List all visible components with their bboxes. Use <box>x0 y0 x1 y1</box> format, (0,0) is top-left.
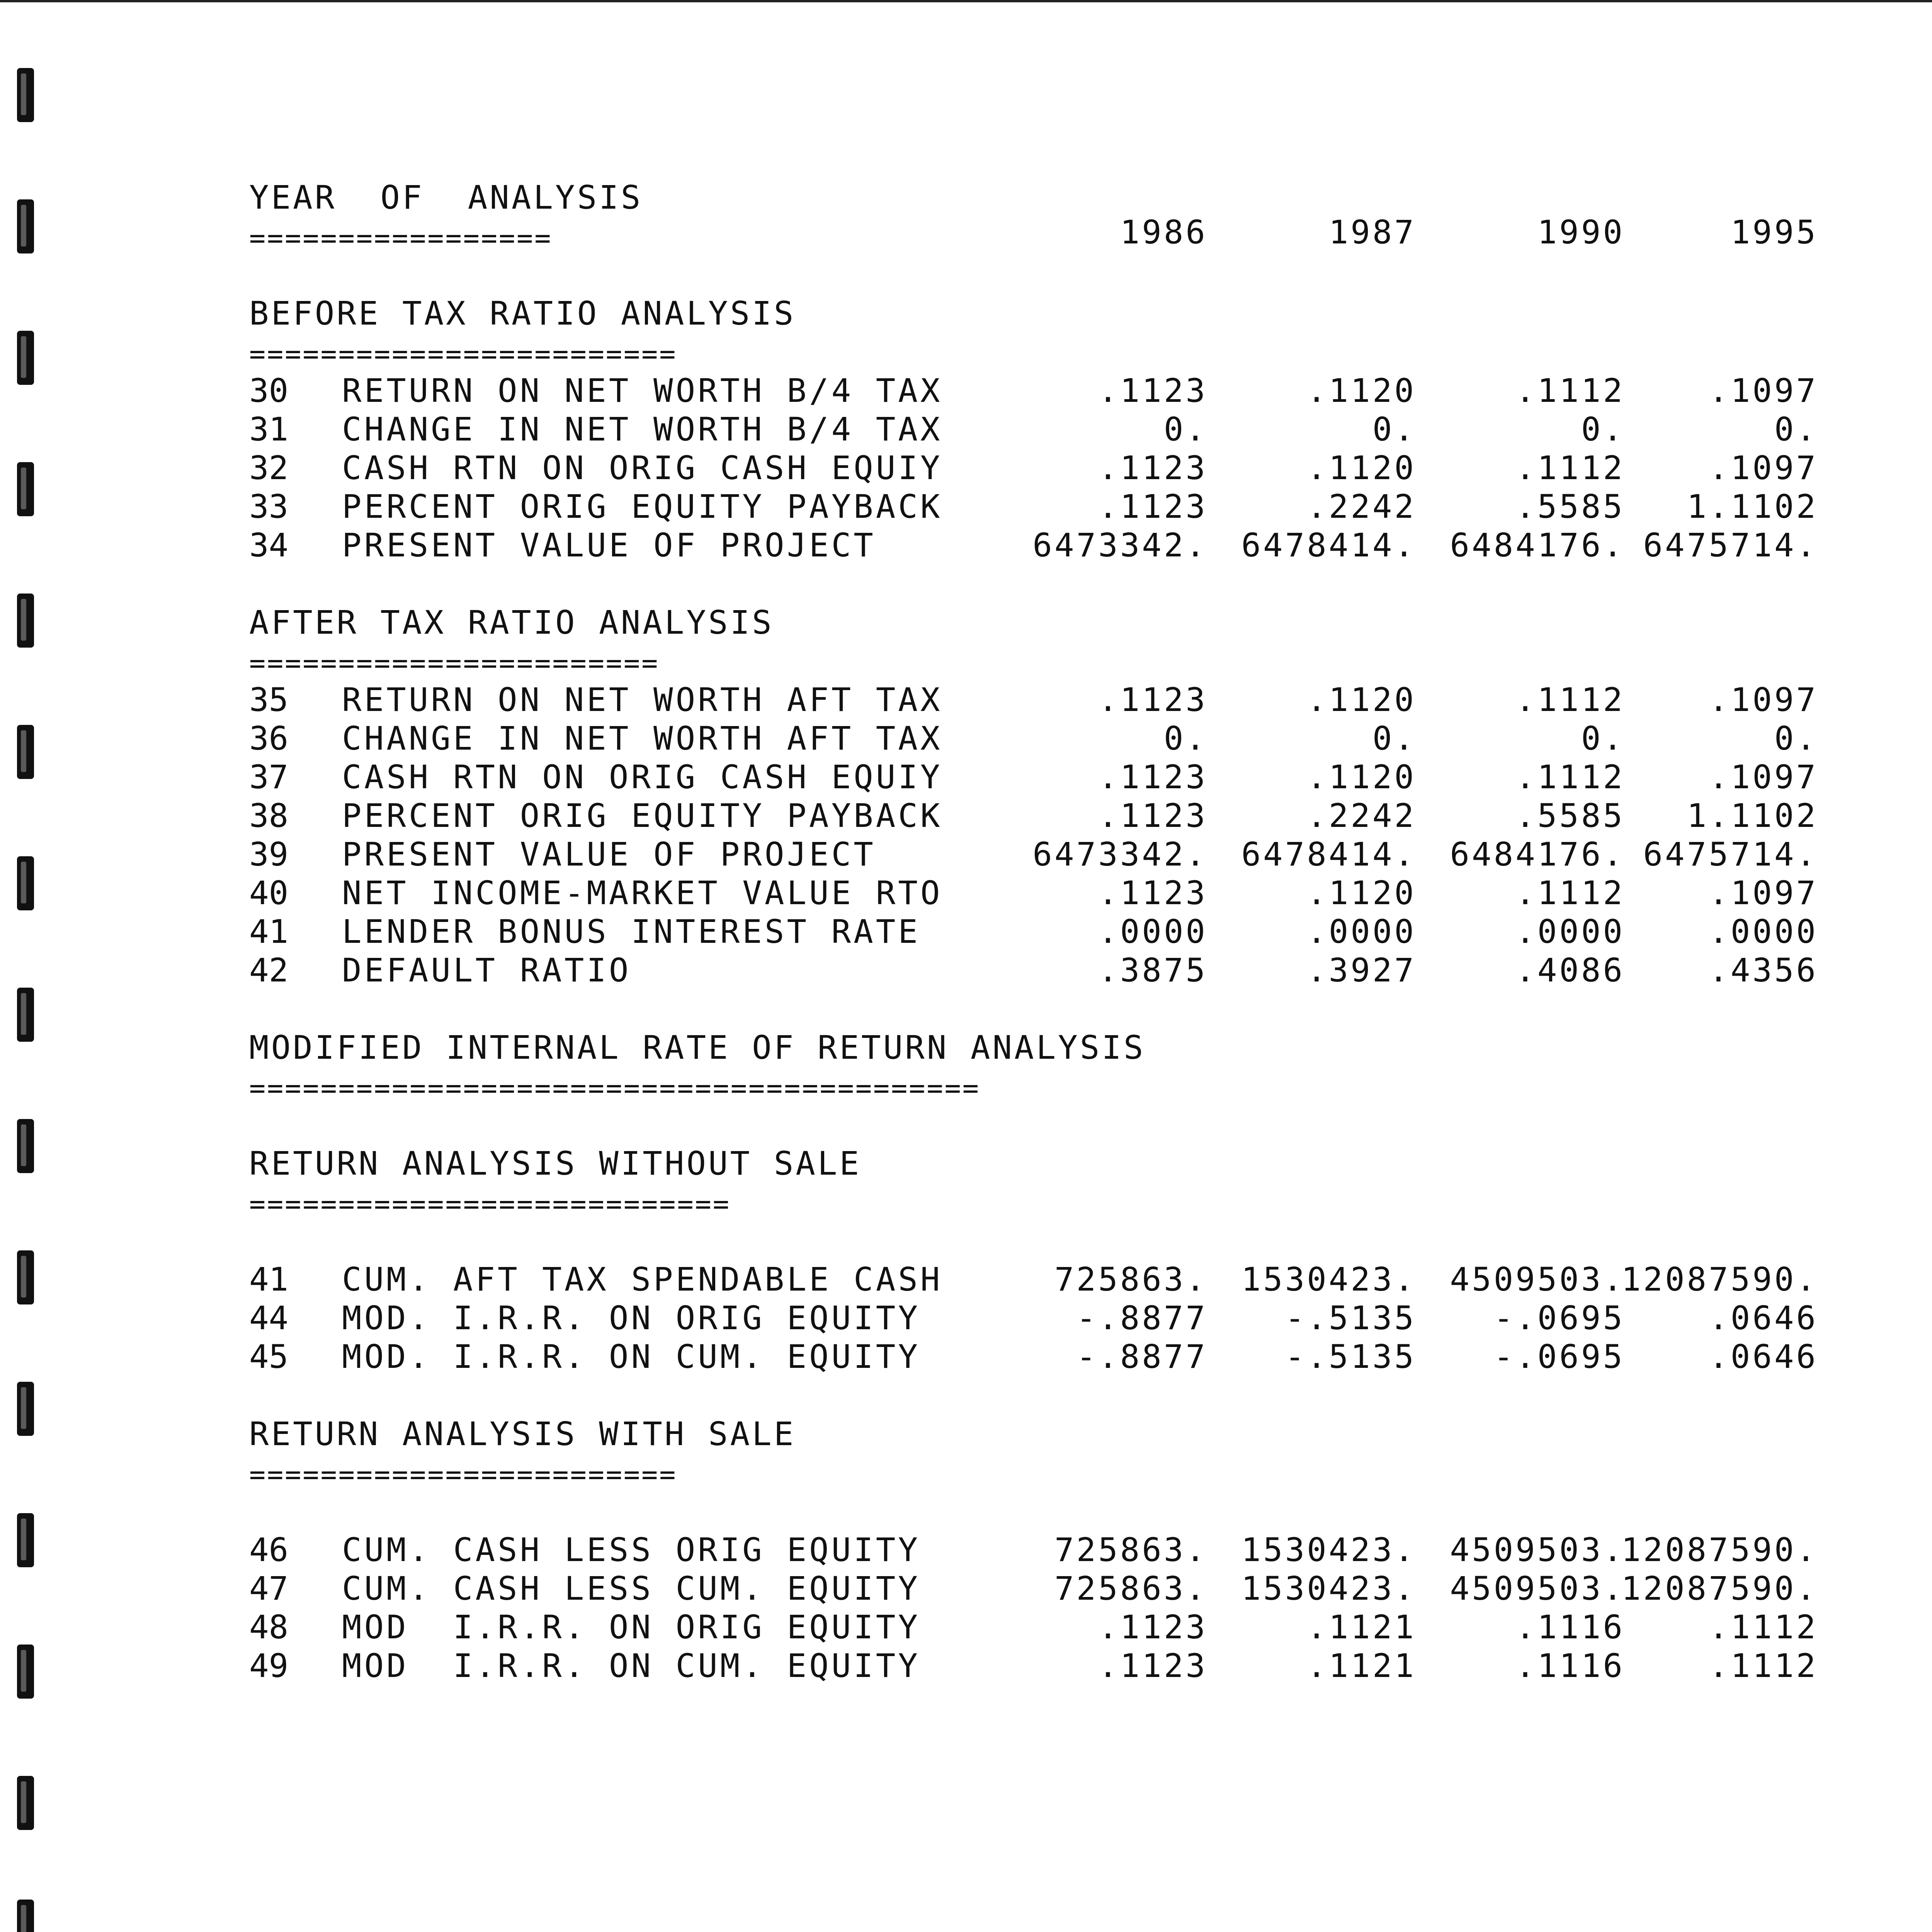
binder-hole <box>17 1513 34 1567</box>
section-title: BEFORE TAX RATIO ANALYSIS <box>249 294 796 332</box>
value-1986: -.8877 <box>1076 1338 1208 1376</box>
binder-hole <box>17 988 34 1042</box>
value-1990: -.0695 <box>1493 1338 1625 1376</box>
value-1986: 6473342. <box>1032 526 1208 564</box>
value-1987: .3927 <box>1307 951 1416 989</box>
value-1986: .1123 <box>1098 1647 1208 1685</box>
row-label: DEFAULT RATIO <box>342 951 631 989</box>
section-title: RETURN ANALYSIS WITHOUT SALE <box>249 1145 862 1182</box>
value-1995: .1097 <box>1709 449 1818 487</box>
row-number: 47 <box>249 1570 289 1607</box>
binder-hole <box>17 1900 34 1932</box>
value-1995: .1097 <box>1709 758 1818 796</box>
table-row <box>249 526 1818 565</box>
table-row <box>249 719 1818 758</box>
value-1995: .4356 <box>1709 951 1818 989</box>
value-1987: .1120 <box>1307 681 1416 719</box>
value-1987: .1120 <box>1307 758 1416 796</box>
row-number: 33 <box>249 488 289 526</box>
row-number: 34 <box>249 526 289 564</box>
value-1990: .0000 <box>1515 913 1625 951</box>
row-label: CUM. CASH LESS CUM. EQUITY <box>342 1570 920 1607</box>
row-number: 42 <box>249 951 289 989</box>
value-1987: .2242 <box>1307 488 1416 526</box>
section-underline: ========================================= <box>249 1075 980 1102</box>
value-1986: 725863. <box>1054 1570 1208 1607</box>
value-1990: .1112 <box>1515 874 1625 912</box>
table-row <box>249 1608 1818 1646</box>
table-row <box>249 796 1818 835</box>
value-1995: 0. <box>1774 410 1818 448</box>
table-row <box>249 1569 1818 1608</box>
row-label: LENDER BONUS INTEREST RATE <box>342 913 920 951</box>
value-1987: .1120 <box>1307 449 1416 487</box>
binder-hole <box>17 1250 34 1304</box>
table-row <box>249 1299 1818 1337</box>
value-1986: .1123 <box>1098 797 1208 835</box>
value-1986: .1123 <box>1098 488 1208 526</box>
value-1990: 6484176. <box>1450 835 1625 873</box>
value-1990: 4509503. <box>1450 1531 1625 1569</box>
value-1986: .3875 <box>1098 951 1208 989</box>
value-1987: .1121 <box>1307 1608 1416 1646</box>
value-1995: .0646 <box>1709 1299 1818 1337</box>
value-1986: .1123 <box>1098 681 1208 719</box>
row-number: 40 <box>249 874 289 912</box>
table-row <box>249 410 1818 449</box>
value-1986: .1123 <box>1098 874 1208 912</box>
value-1995: .1112 <box>1709 1608 1818 1646</box>
year-header-1: 1986 <box>1120 213 1208 251</box>
table-row <box>249 874 1818 912</box>
value-1990: .1116 <box>1515 1608 1625 1646</box>
row-number: 38 <box>249 797 289 835</box>
year-header-4: 1995 <box>1730 213 1818 251</box>
value-1990: 0. <box>1581 410 1625 448</box>
value-1990: .1112 <box>1515 449 1625 487</box>
value-1995: .1097 <box>1709 372 1818 410</box>
value-1986: .1123 <box>1098 372 1208 410</box>
table-row <box>249 1337 1818 1376</box>
section-title: AFTER TAX RATIO ANALYSIS <box>249 604 774 641</box>
value-1995: 1.1102 <box>1687 797 1818 835</box>
row-number: 35 <box>249 681 289 719</box>
row-label: RETURN ON NET WORTH B/4 TAX <box>342 372 943 410</box>
row-label: MOD. I.R.R. ON ORIG EQUITY <box>342 1299 920 1337</box>
binder-hole <box>17 856 34 910</box>
year-header-3: 1990 <box>1537 213 1625 251</box>
table-row <box>249 758 1818 796</box>
value-1987: .1120 <box>1307 372 1416 410</box>
value-1990: .5585 <box>1515 488 1625 526</box>
value-1995: 12087590. <box>1621 1570 1818 1607</box>
row-number: 44 <box>249 1299 289 1337</box>
value-1987: .0000 <box>1307 913 1416 951</box>
value-1995: 12087590. <box>1621 1531 1818 1569</box>
value-1995: .0000 <box>1709 913 1818 951</box>
value-1990: 0. <box>1581 719 1625 757</box>
value-1990: .1116 <box>1515 1647 1625 1685</box>
value-1986: -.8877 <box>1076 1299 1208 1337</box>
row-label: MOD. I.R.R. ON CUM. EQUITY <box>342 1338 920 1376</box>
year-header-2: 1987 <box>1328 213 1416 251</box>
value-1987: 1530423. <box>1241 1570 1416 1607</box>
row-number: 39 <box>249 835 289 873</box>
table-row <box>249 1260 1818 1299</box>
section-title: RETURN ANALYSIS WITH SALE <box>249 1415 796 1453</box>
row-number: 32 <box>249 449 289 487</box>
row-number: 41 <box>249 1260 289 1298</box>
binder-hole <box>17 1119 34 1173</box>
value-1987: -.5135 <box>1285 1338 1416 1376</box>
row-number: 41 <box>249 913 289 951</box>
binder-hole <box>17 1776 34 1830</box>
value-1987: .1121 <box>1307 1647 1416 1685</box>
binder-holes <box>17 2 40 1932</box>
binder-hole <box>17 594 34 648</box>
row-number: 45 <box>249 1338 289 1376</box>
value-1995: 6475714. <box>1643 835 1818 873</box>
value-1990: .4086 <box>1515 951 1625 989</box>
value-1990: -.0695 <box>1493 1299 1625 1337</box>
row-label: CHANGE IN NET WORTH AFT TAX <box>342 719 943 757</box>
value-1990: .1112 <box>1515 758 1625 796</box>
row-label: PRESENT VALUE OF PROJECT <box>342 835 876 873</box>
value-1986: 725863. <box>1054 1531 1208 1569</box>
value-1987: .2242 <box>1307 797 1416 835</box>
value-1995: 0. <box>1774 719 1818 757</box>
row-number: 36 <box>249 719 289 757</box>
row-number: 46 <box>249 1531 289 1569</box>
row-label: PERCENT ORIG EQUITY PAYBACK <box>342 488 943 526</box>
value-1987: 1530423. <box>1241 1260 1416 1298</box>
value-1987: 0. <box>1372 410 1416 448</box>
value-1987: .1120 <box>1307 874 1416 912</box>
row-label: PRESENT VALUE OF PROJECT <box>342 526 876 564</box>
value-1986: 0. <box>1163 410 1208 448</box>
binder-hole <box>17 199 34 253</box>
binder-hole <box>17 68 34 122</box>
row-label: CUM. CASH LESS ORIG EQUITY <box>342 1531 920 1569</box>
section-underline: =========================== <box>249 1190 731 1218</box>
row-number: 31 <box>249 410 289 448</box>
table-row <box>249 835 1818 874</box>
binder-hole <box>17 1382 34 1436</box>
value-1990: .5585 <box>1515 797 1625 835</box>
row-label: CASH RTN ON ORIG CASH EQUIY <box>342 758 943 796</box>
table-row <box>249 487 1818 526</box>
row-number: 49 <box>249 1647 289 1685</box>
table-row <box>249 680 1818 719</box>
section-title: MODIFIED INTERNAL RATE OF RETURN ANALYSIS <box>249 1029 1146 1066</box>
value-1990: .1112 <box>1515 372 1625 410</box>
value-1995: 6475714. <box>1643 526 1818 564</box>
value-1986: .1123 <box>1098 449 1208 487</box>
value-1990: 4509503. <box>1450 1570 1625 1607</box>
binder-hole <box>17 1645 34 1699</box>
binder-hole <box>17 331 34 385</box>
row-label: MOD I.R.R. ON ORIG EQUITY <box>342 1608 920 1646</box>
row-label: NET INCOME-MARKET VALUE RTO <box>342 874 943 912</box>
value-1995: 1.1102 <box>1687 488 1818 526</box>
row-label: CUM. AFT TAX SPENDABLE CASH <box>342 1260 943 1298</box>
table-row <box>249 449 1818 487</box>
section-underline: ======================== <box>249 340 677 367</box>
row-number: 48 <box>249 1608 289 1646</box>
section-underline: ======================= <box>249 650 660 677</box>
row-number: 30 <box>249 372 289 410</box>
row-label: MOD I.R.R. ON CUM. EQUITY <box>342 1647 920 1685</box>
table-row <box>249 371 1818 410</box>
table-row <box>249 1531 1818 1569</box>
table-row <box>249 912 1818 951</box>
row-label: CHANGE IN NET WORTH B/4 TAX <box>342 410 943 448</box>
value-1986: .0000 <box>1098 913 1208 951</box>
value-1986: 6473342. <box>1032 835 1208 873</box>
value-1987: 6478414. <box>1241 526 1416 564</box>
value-1990: .1112 <box>1515 681 1625 719</box>
value-1986: 725863. <box>1054 1260 1208 1298</box>
title-underline: ================= <box>249 224 553 252</box>
value-1995: .0646 <box>1709 1338 1818 1376</box>
value-1987: 0. <box>1372 719 1416 757</box>
section-underline: ======================== <box>249 1461 677 1488</box>
value-1986: 0. <box>1163 719 1208 757</box>
value-1986: .1123 <box>1098 758 1208 796</box>
row-label: PERCENT ORIG EQUITY PAYBACK <box>342 797 943 835</box>
value-1987: -.5135 <box>1285 1299 1416 1337</box>
report-title: YEAR OF ANALYSIS <box>249 179 643 216</box>
table-row <box>249 1646 1818 1685</box>
value-1986: .1123 <box>1098 1608 1208 1646</box>
value-1995: 12087590. <box>1621 1260 1818 1298</box>
value-1995: .1097 <box>1709 874 1818 912</box>
binder-hole <box>17 462 34 516</box>
row-number: 37 <box>249 758 289 796</box>
value-1990: 6484176. <box>1450 526 1625 564</box>
value-1987: 1530423. <box>1241 1531 1416 1569</box>
value-1990: 4509503. <box>1450 1260 1625 1298</box>
table-row <box>249 951 1818 990</box>
binder-hole <box>17 725 34 779</box>
value-1995: .1112 <box>1709 1647 1818 1685</box>
row-label: RETURN ON NET WORTH AFT TAX <box>342 681 943 719</box>
value-1995: .1097 <box>1709 681 1818 719</box>
value-1987: 6478414. <box>1241 835 1416 873</box>
row-label: CASH RTN ON ORIG CASH EQUIY <box>342 449 943 487</box>
